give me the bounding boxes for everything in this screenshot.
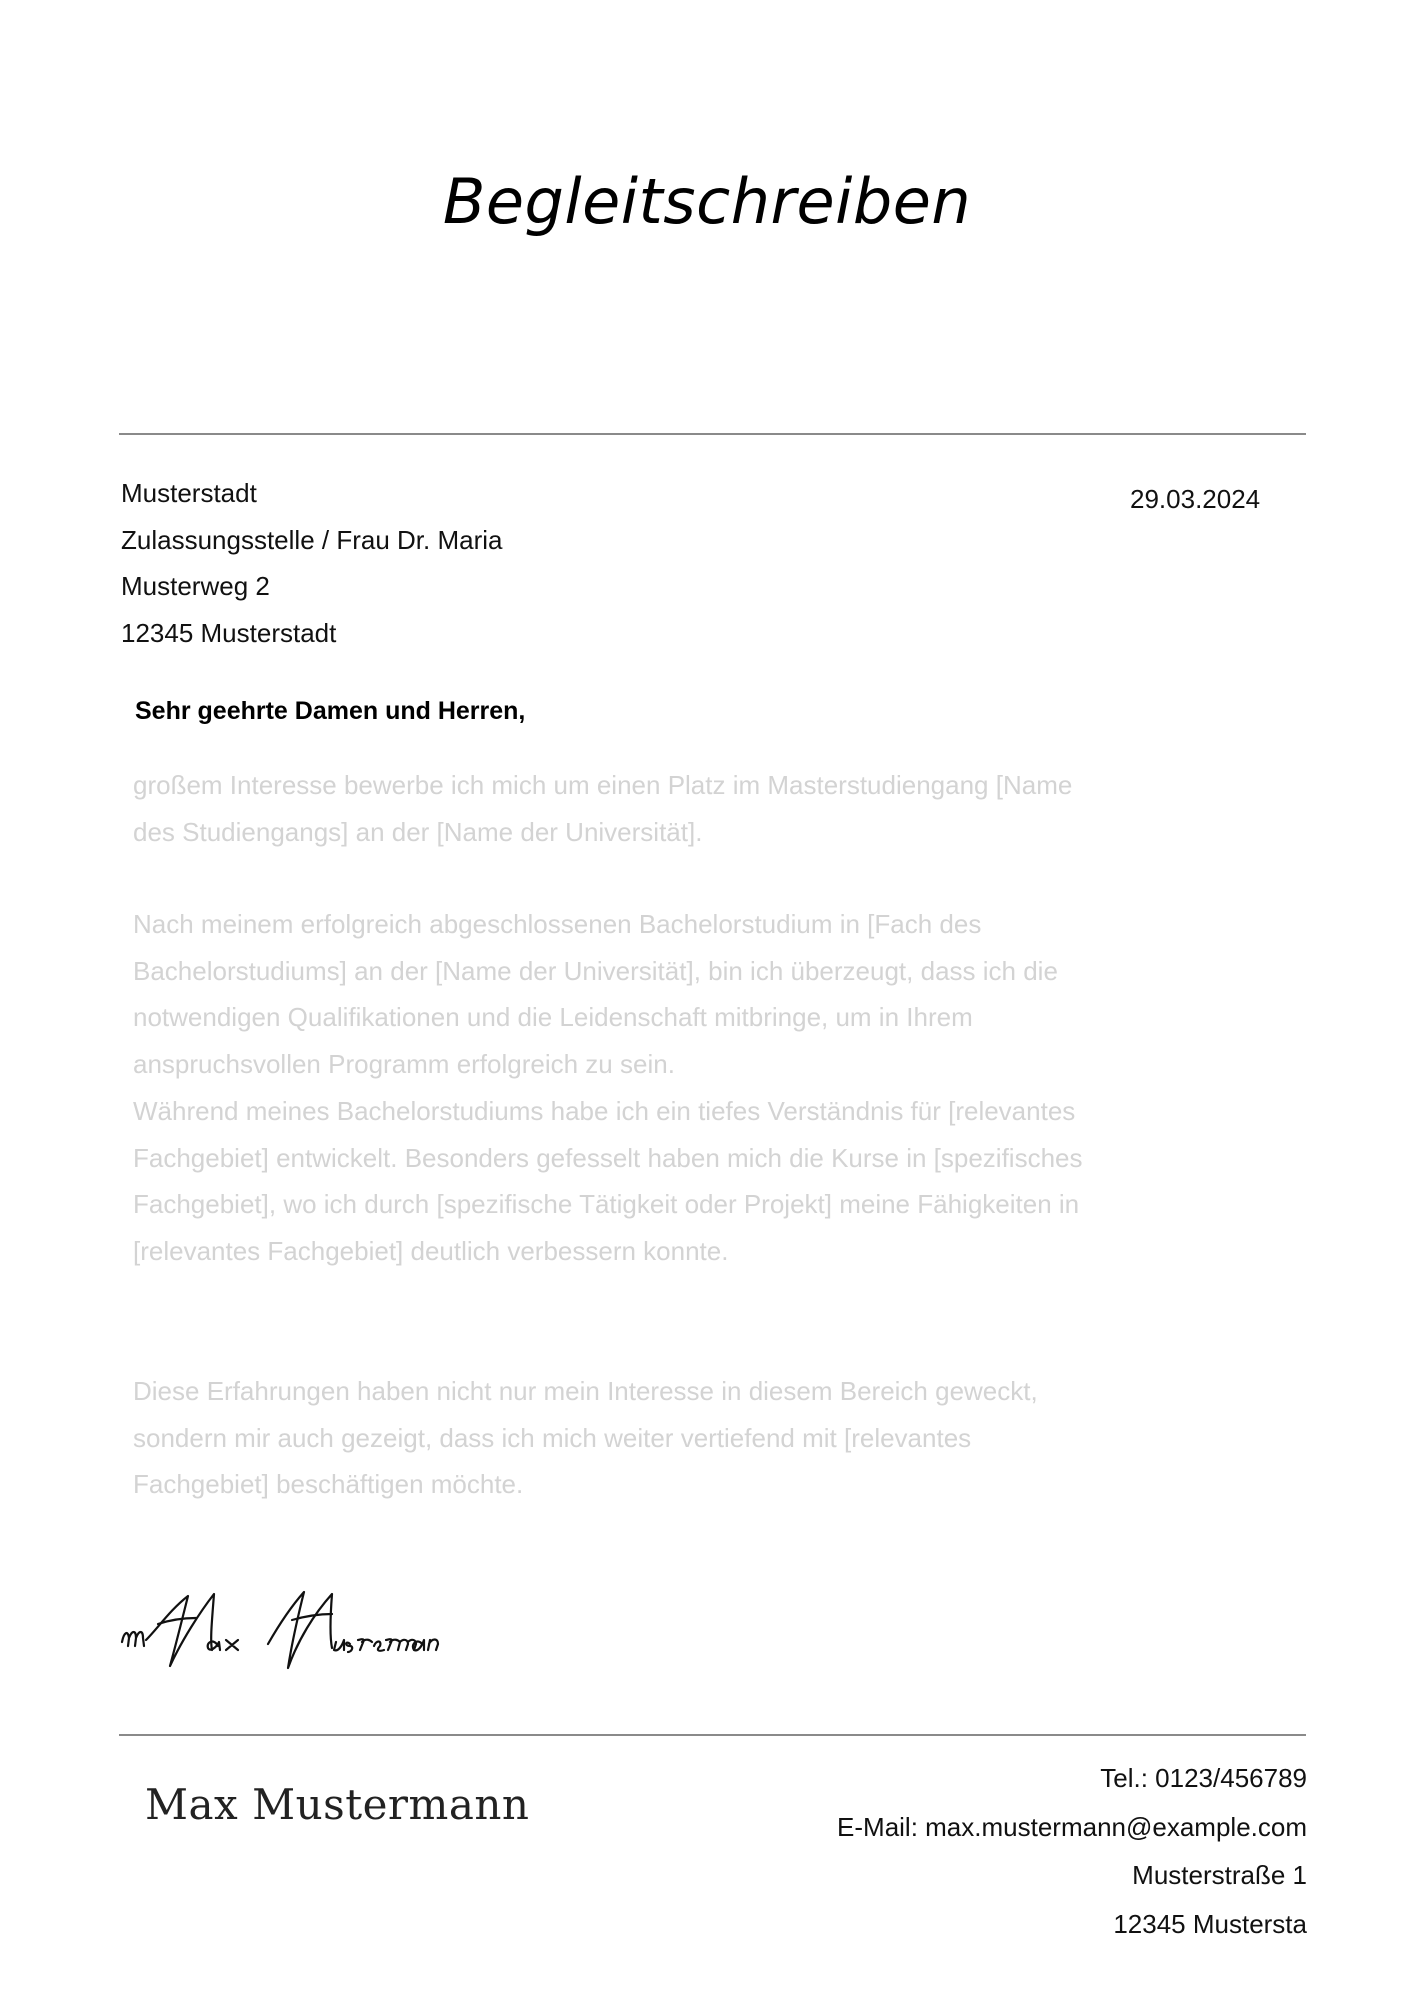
contact-city: 12345 Mustersta (1113, 1908, 1307, 1939)
letter-date: 29.03.2024 (1130, 484, 1261, 514)
paragraph-line: anspruchsvollen Programm erfolgreich zu sein. (133, 1048, 675, 1079)
salutation: Sehr geehrte Damen und Herren, (135, 697, 526, 725)
paragraph-line: Nach meinem erfolgreich abgeschlossenen Bachelorstudium in [Fach des (133, 909, 982, 939)
body-paragraph (133, 1088, 1083, 1274)
recipient-line: Musterweg 2 (121, 571, 270, 601)
paragraph-line: [relevantes Fachgebiet] deutlich verbessern konnte. (133, 1235, 729, 1266)
recipient-address (121, 470, 502, 656)
paragraph-line: des Studiengangs] an der [Name der Universität]. (133, 816, 703, 847)
document-title: Begleitschreiben (442, 165, 972, 238)
contact-street: Musterstraße 1 (1132, 1860, 1307, 1890)
paragraph-line: notwendigen Qualifikationen und die Leidenschaft mitbringe, um in Ihrem (133, 1002, 973, 1033)
paragraph-line: sondern mir auch gezeigt, dass ich mich weiter vertiefend mit [relevantes (133, 1422, 972, 1453)
paragraph-line: Bachelorstudiums] an der [Name der Universität], bin ich überzeugt, dass ich die (133, 955, 1058, 986)
header-divider (119, 433, 1306, 435)
recipient-line: Musterstadt (121, 478, 257, 508)
body-paragraph (133, 901, 1058, 1087)
sender-contact (837, 1754, 1307, 1948)
paragraph-line: großem Interesse bewerbe ich mich um einen Platz im Masterstudiengang [Name (133, 770, 1073, 800)
paragraph-line: Fachgebiet] beschäftigen möchte. (133, 1469, 524, 1500)
paragraph-line: Fachgebiet] entwickelt. Besonders gefesselt haben mich die Kurse in [spezifisches (133, 1142, 1083, 1173)
footer-divider (119, 1734, 1306, 1736)
body-paragraph (133, 762, 1072, 855)
contact-phone: Tel.: 0123/456789 (1100, 1763, 1307, 1793)
recipient-line: 12345 Musterstadt (121, 617, 337, 648)
paragraph-line: Diese Erfahrungen haben nicht nur mein Interesse in diesem Bereich geweckt, (133, 1376, 1038, 1406)
paragraph-line: Fachgebiet], wo ich durch [spezifische Tätigkeit oder Projekt] meine Fähigkeiten in (133, 1189, 1080, 1220)
contact-email: E-Mail: max.mustermann@example.com (837, 1811, 1307, 1842)
handwritten-signature (118, 1580, 508, 1680)
recipient-line: Zulassungsstelle / Frau Dr. Maria (121, 524, 503, 555)
body-paragraph (133, 1368, 1038, 1508)
sender-name: Max Mustermann (145, 1780, 530, 1829)
paragraph-line: Während meines Bachelorstudiums habe ich ein tiefes Verständnis für [relevantes (133, 1096, 1076, 1126)
